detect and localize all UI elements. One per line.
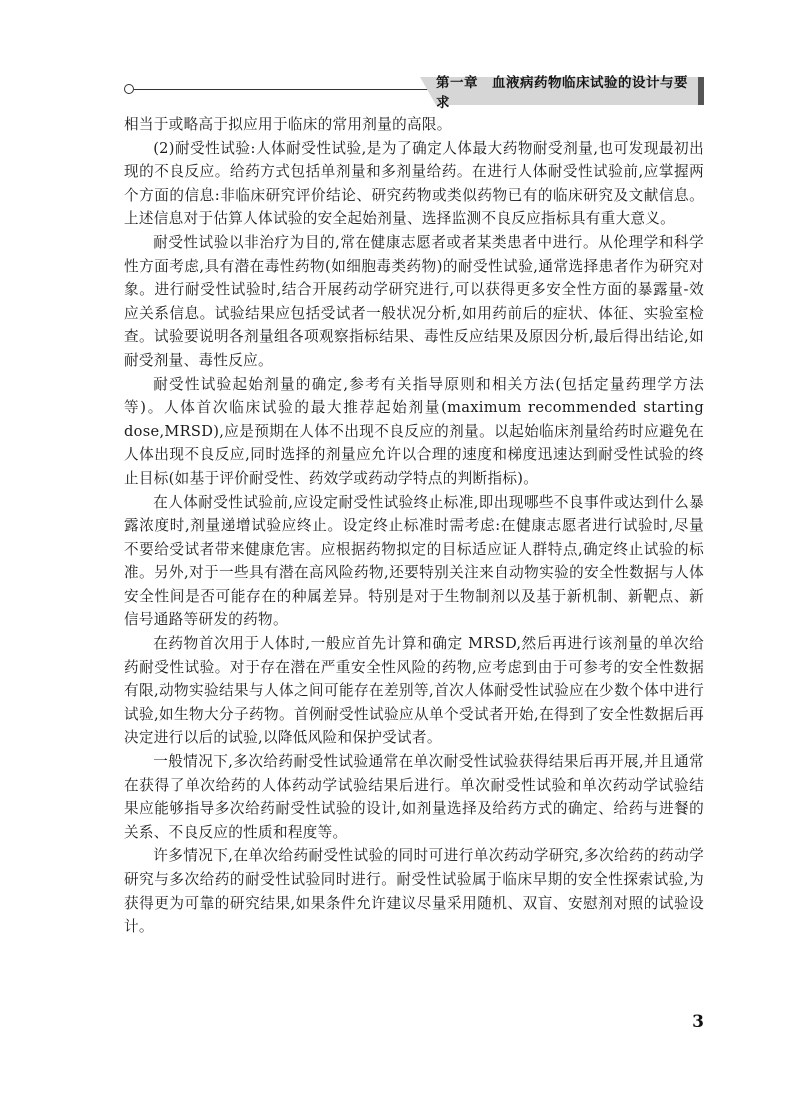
paragraph: 在人体耐受性试验前,应设定耐受性试验终止标准,即出现哪些不良事件或达到什么暴露浓度时,剂量递增试验应终止。设定终止标准时需考虑:在健康志愿者进行试验时,尽量不要给受试者带来健康危害。应根据药物拟定的目标适应证人群特点,确定终止试验的标准。另外,对于一些具有潜在高风险药物,还要特别关注来自动物实验的安全性数据与人体安全性间是否可能存在的种属差异。特别是对于生物制剂以及基于新机制、新靶点、新信号通路等研发的药物。 bbox=[124, 493, 704, 629]
running-header bbox=[124, 75, 704, 111]
paragraph: 许多情况下,在单次给药耐受性试验的同时可进行单次药动学研究,多次给药的药动学研究与多次给药的耐受性试验同时进行。耐受性试验属于临床早期的安全性探索试验,为获得更为可靠的研究结果,如果条件允许建议尽量采用随机、双盲、安慰剂对照的试验设计。 bbox=[124, 847, 704, 936]
body-text bbox=[124, 113, 704, 939]
paragraph: 耐受性试验起始剂量的确定,参考有关指导原则和相关方法(包括定量药理学方法等)。人体首次临床试验的最大推荐起始剂量(maximum recommended starting dose,MRSD),应是预期在人体不出现不良反应的剂量。以起始临床剂量给药时应避免在人体出现不良反应,同时选择的剂量应允许以合理的速度和梯度迅速达到耐受性试验的终止目标(如基于评价耐受性、药效学或药动学特点的判断指标)。 bbox=[124, 375, 704, 487]
paragraph: 耐受性试验以非治疗为目的,常在健康志愿者或者某类患者中进行。从伦理学和科学性方面考虑,具有潜在毒性药物(如细胞毒类药物)的耐受性试验,通常选择患者作为研究对象。进行耐受性试验时,结合开展药动学研究进行,可以获得更多安全性方面的暴露量-效应关系信息。试验结果应包括受试者一般状况分析,如用药前后的症状、体征、实验室检查。试验要说明各剂量组各项观察指标结果、毒性反应结果及原因分析,最后得出结论,如耐受剂量、毒性反应。 bbox=[124, 233, 704, 369]
paragraph: (2)耐受性试验:人体耐受性试验,是为了确定人体最大药物耐受剂量,也可发现最初出现的不良反应。给药方式包括单剂量和多剂量给药。在进行人体耐受性试验前,应掌握两个方面的信息:非临床研究评价结论、研究药物或类似药物已有的临床研究及文献信息。上述信息对于估算人体试验的安全起始剂量、选择监测不良反应指标具有重大意义。 bbox=[124, 139, 704, 228]
paragraph: 在药物首次用于人体时,一般应首先计算和确定 MRSD,然后再进行该剂量的单次给药耐受性试验。对于存在潜在严重安全性风险的药物,应考虑到由于可参考的安全性数据有限,动物实验结果与人体之间可能存在差别等,首次人体耐受性试验应在少数个体中进行试验,如生物大分子药物。首例耐受性试验应从单个受试者开始,在得到了安全性数据后再决定进行以后的试验,以降低风险和保护受试者。 bbox=[124, 635, 704, 747]
header-circle-ornament bbox=[124, 84, 134, 94]
paragraph: 一般情况下,多次给药耐受性试验通常在单次耐受性试验获得结果后再开展,并且通常在获得了单次给药的人体药动学试验结果后进行。单次耐受性试验和单次药动学试验结果应能够指导多次给药耐受性试验的设计,如剂量选择及给药方式的确定、给药与进餐的关系、不良反应的性质和程度等。 bbox=[124, 753, 704, 841]
page-number: 3 bbox=[692, 1012, 704, 1032]
chapter-title: 第一章 血液病药物临床试验的设计与要求 bbox=[436, 77, 704, 105]
paragraph: 相当于或略高于拟应用于临床的常用剂量的高限。 bbox=[124, 116, 452, 133]
